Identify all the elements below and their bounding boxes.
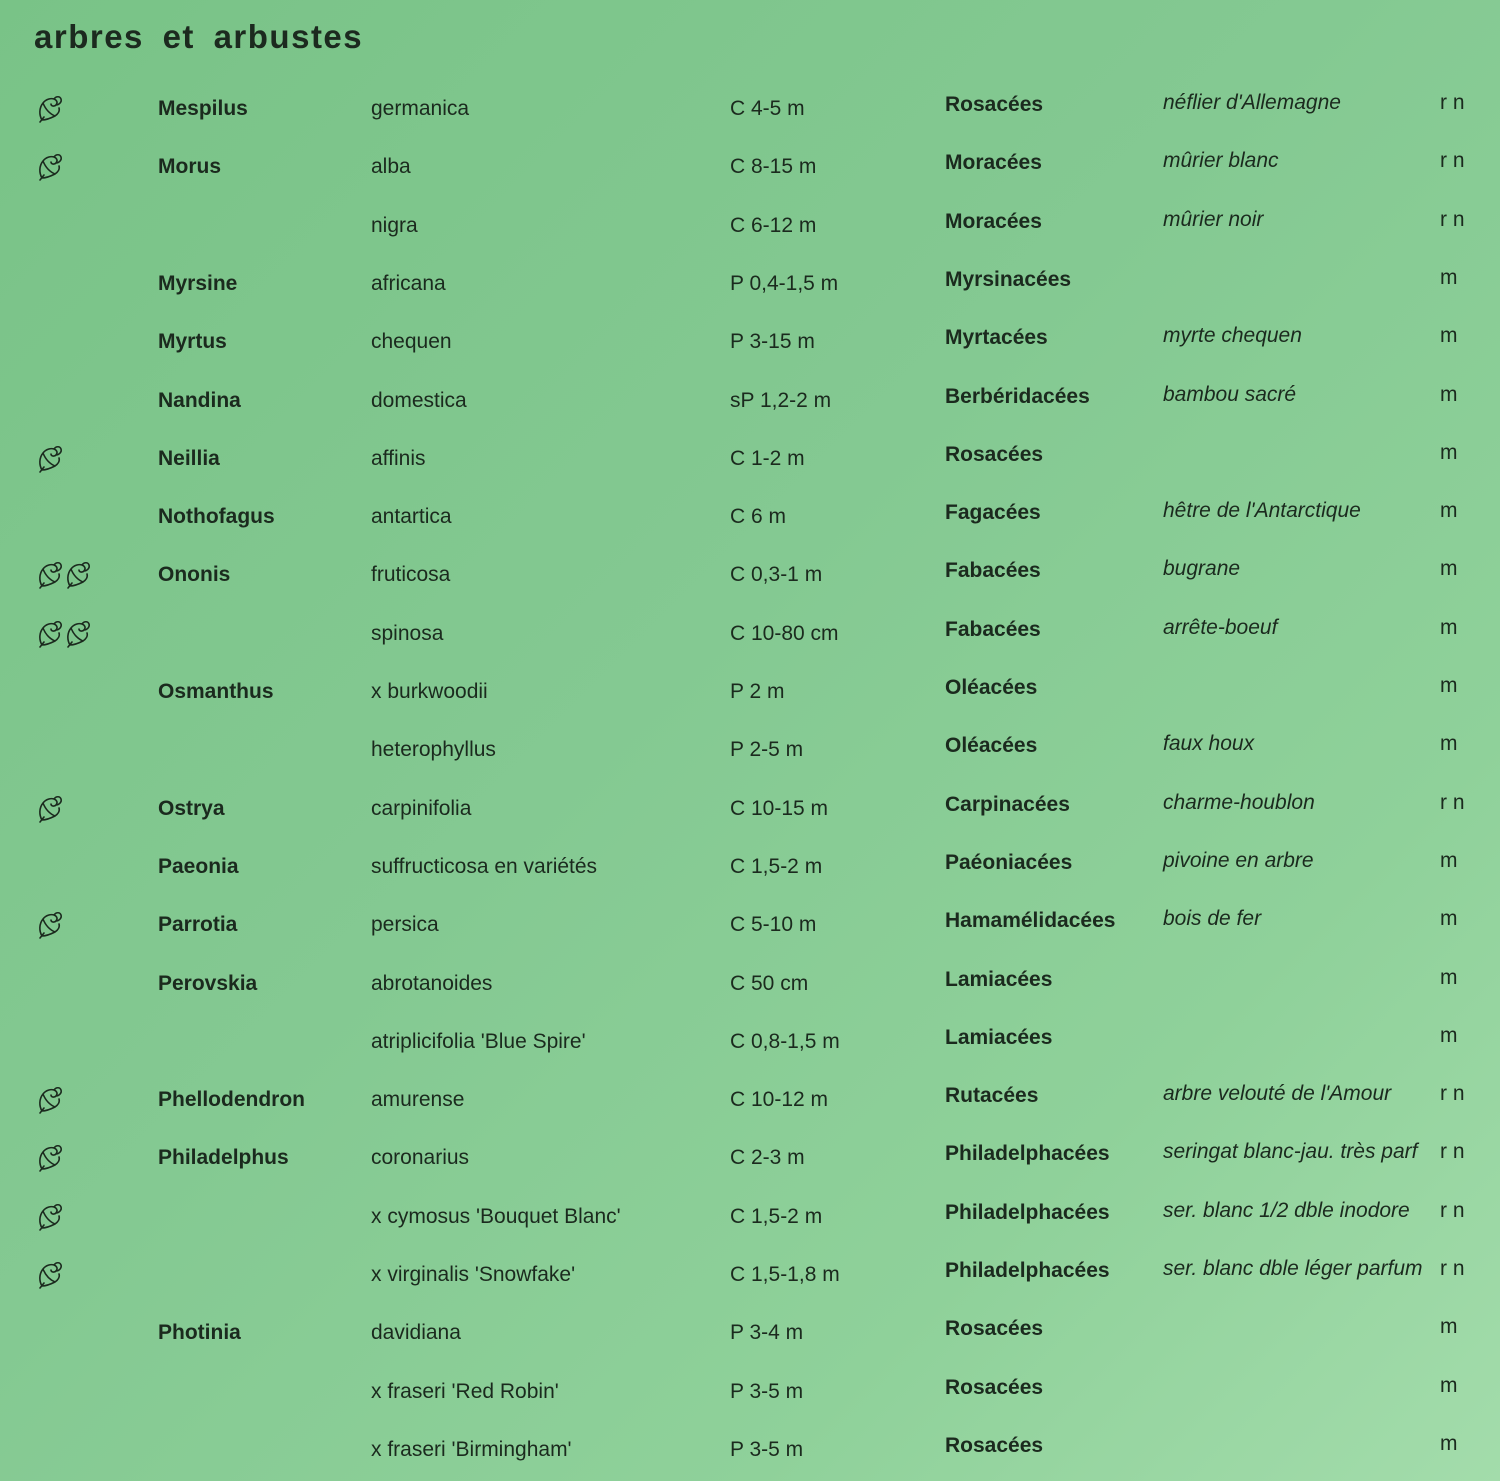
plant-symbols bbox=[36, 1259, 64, 1291]
height-cell: P 3-5 m bbox=[730, 1379, 804, 1403]
common-name-cell: ser. blanc 1/2 dble inodore bbox=[1163, 1198, 1410, 1222]
height-cell: C 2-3 m bbox=[730, 1146, 805, 1170]
leaf-symbol-icon bbox=[36, 793, 64, 825]
code-cell: r n bbox=[1440, 1140, 1465, 1164]
family-cell: Rosacées bbox=[945, 1317, 1044, 1341]
genus-cell: Osmanthus bbox=[158, 680, 274, 703]
genus-cell: Parrotia bbox=[158, 913, 238, 937]
family-cell: Berbéridacées bbox=[945, 384, 1090, 408]
table-row bbox=[0, 1430, 1500, 1470]
plant-symbols bbox=[36, 151, 64, 183]
height-cell: P 2 m bbox=[730, 680, 785, 703]
species-cell: chequen bbox=[371, 330, 452, 354]
plant-symbols bbox=[36, 618, 92, 650]
leaf-symbol-icon bbox=[36, 93, 64, 125]
species-cell: davidiana bbox=[371, 1321, 461, 1345]
species-cell: nigra bbox=[371, 213, 418, 237]
genus-cell: Ononis bbox=[158, 563, 231, 587]
genus-cell: Nothofagus bbox=[158, 505, 275, 529]
plant-symbols bbox=[36, 559, 92, 591]
genus-cell: Nandina bbox=[158, 388, 241, 412]
plant-symbols bbox=[36, 1142, 64, 1174]
species-cell: heterophyllus bbox=[371, 738, 496, 762]
height-cell: P 3-5 m bbox=[730, 1437, 804, 1461]
height-cell: C 5-10 m bbox=[730, 913, 817, 937]
page-title: arbres et arbustes bbox=[34, 18, 364, 55]
genus-cell: Myrtus bbox=[158, 330, 227, 354]
table-row bbox=[0, 1255, 1500, 1295]
leaf-symbol-icon bbox=[36, 559, 64, 591]
common-name-cell: néflier d'Allemagne bbox=[1163, 91, 1341, 114]
species-cell: amurense bbox=[371, 1088, 465, 1112]
common-name-cell: bois de fer bbox=[1163, 907, 1262, 931]
species-cell: alba bbox=[371, 155, 411, 179]
plant-symbols bbox=[36, 443, 64, 475]
code-cell: m bbox=[1440, 382, 1458, 406]
code-cell: m bbox=[1440, 499, 1458, 523]
genus-cell: Morus bbox=[158, 155, 221, 179]
code-cell: r n bbox=[1440, 207, 1465, 231]
genus-cell: Photinia bbox=[158, 1321, 241, 1345]
height-cell: C 6 m bbox=[730, 505, 787, 529]
table-row bbox=[0, 1313, 1500, 1353]
family-cell: Carpinacées bbox=[945, 792, 1070, 816]
leaf-symbol-icon bbox=[36, 1084, 64, 1116]
code-cell: m bbox=[1440, 848, 1458, 872]
table-row bbox=[0, 847, 1500, 887]
leaf-symbol-icon bbox=[36, 1259, 64, 1291]
common-name-cell: mûrier blanc bbox=[1163, 149, 1279, 173]
common-name-cell: bugrane bbox=[1163, 557, 1241, 581]
height-cell: C 50 cm bbox=[730, 971, 809, 995]
species-cell: affinis bbox=[371, 446, 426, 470]
height-cell: C 10-15 m bbox=[730, 796, 829, 820]
common-name-cell: arrête-boeuf bbox=[1163, 615, 1278, 639]
common-name-cell: seringat blanc-jau. très parf bbox=[1163, 1140, 1418, 1164]
height-cell: C 0,8-1,5 m bbox=[730, 1029, 840, 1053]
family-cell: Myrtacées bbox=[945, 326, 1048, 350]
family-cell: Lamiacées bbox=[945, 967, 1053, 991]
code-cell: r n bbox=[1440, 790, 1465, 814]
height-cell: P 3-15 m bbox=[730, 330, 815, 354]
genus-cell: Phellodendron bbox=[158, 1088, 305, 1112]
family-cell: Oléacées bbox=[945, 676, 1038, 699]
genus-cell: Ostrya bbox=[158, 796, 225, 820]
species-cell: africana bbox=[371, 271, 446, 295]
species-cell: spinosa bbox=[371, 621, 444, 645]
code-cell: m bbox=[1440, 557, 1458, 581]
leaf-symbol-icon bbox=[64, 559, 92, 591]
height-cell: C 6-12 m bbox=[730, 213, 817, 237]
table-row bbox=[0, 89, 1500, 129]
code-cell: m bbox=[1440, 615, 1458, 639]
species-cell: abrotanoides bbox=[371, 971, 493, 995]
species-cell: x cymosus 'Bouquet Blanc' bbox=[371, 1204, 621, 1228]
code-cell: m bbox=[1440, 674, 1458, 697]
height-cell: C 8-15 m bbox=[730, 155, 817, 179]
leaf-symbol-icon bbox=[64, 618, 92, 650]
table-row bbox=[0, 1022, 1500, 1062]
family-cell: Oléacées bbox=[945, 734, 1038, 758]
species-cell: x virginalis 'Snowfake' bbox=[371, 1263, 576, 1286]
common-name-cell: arbre velouté de l'Amour bbox=[1163, 1082, 1392, 1106]
family-cell: Philadelphacées bbox=[945, 1200, 1110, 1224]
species-cell: suffructicosa en variétés bbox=[371, 854, 598, 878]
table-row bbox=[0, 1372, 1500, 1412]
table-row bbox=[0, 1197, 1500, 1237]
code-cell: r n bbox=[1440, 91, 1465, 114]
table-row bbox=[0, 147, 1500, 187]
species-cell: germanica bbox=[371, 97, 470, 120]
species-cell: x burkwoodii bbox=[371, 680, 488, 703]
code-cell: m bbox=[1440, 324, 1458, 348]
table-row bbox=[0, 1080, 1500, 1120]
code-cell: m bbox=[1440, 440, 1458, 464]
table-row bbox=[0, 264, 1500, 304]
height-cell: C 1-2 m bbox=[730, 446, 805, 470]
genus-cell: Neillia bbox=[158, 446, 220, 470]
common-name-cell: pivoine en arbre bbox=[1163, 848, 1314, 872]
height-cell: C 0,3-1 m bbox=[730, 563, 823, 587]
common-name-cell: mûrier noir bbox=[1163, 207, 1264, 231]
table-row bbox=[0, 789, 1500, 829]
family-cell: Myrsinacées bbox=[945, 267, 1072, 291]
family-cell: Lamiacées bbox=[945, 1025, 1053, 1049]
genus-cell: Myrsine bbox=[158, 271, 238, 295]
height-cell: P 3-4 m bbox=[730, 1321, 804, 1345]
table-row bbox=[0, 555, 1500, 595]
genus-cell: Philadelphus bbox=[158, 1146, 289, 1170]
code-cell: r n bbox=[1440, 1198, 1465, 1222]
family-cell: Rosacées bbox=[945, 442, 1044, 466]
height-cell: P 2-5 m bbox=[730, 738, 804, 762]
code-cell: r n bbox=[1440, 1257, 1465, 1280]
species-cell: carpinifolia bbox=[371, 796, 472, 820]
height-cell: C 1,5-2 m bbox=[730, 1204, 823, 1228]
plant-symbols bbox=[36, 93, 64, 125]
plant-symbols bbox=[36, 909, 64, 941]
family-cell: Fabacées bbox=[945, 617, 1041, 641]
code-cell: r n bbox=[1440, 149, 1465, 173]
species-cell: atriplicifolia 'Blue Spire' bbox=[371, 1029, 586, 1053]
family-cell: Fagacées bbox=[945, 501, 1041, 525]
table-row bbox=[0, 1138, 1500, 1178]
family-cell: Rosacées bbox=[945, 1375, 1044, 1399]
common-name-cell: bambou sacré bbox=[1163, 382, 1297, 406]
table-row bbox=[0, 672, 1500, 712]
common-name-cell: hêtre de l'Antarctique bbox=[1163, 499, 1361, 523]
genus-cell: Mespilus bbox=[158, 97, 248, 120]
height-cell: P 0,4-1,5 m bbox=[730, 271, 839, 295]
table-row bbox=[0, 381, 1500, 421]
height-cell: sP 1,2-2 m bbox=[730, 388, 832, 412]
code-cell: r n bbox=[1440, 1082, 1465, 1106]
height-cell: C 1,5-2 m bbox=[730, 854, 823, 878]
code-cell: m bbox=[1440, 732, 1458, 756]
species-cell: fruticosa bbox=[371, 563, 451, 587]
family-cell: Philadelphacées bbox=[945, 1142, 1110, 1166]
leaf-symbol-icon bbox=[36, 909, 64, 941]
height-cell: C 10-12 m bbox=[730, 1088, 829, 1112]
family-cell: Hamamélidacées bbox=[945, 909, 1116, 933]
table-row bbox=[0, 964, 1500, 1004]
family-cell: Rutacées bbox=[945, 1084, 1039, 1108]
family-cell: Fabacées bbox=[945, 559, 1041, 583]
common-name-cell: ser. blanc dble léger parfum bbox=[1163, 1257, 1423, 1280]
table-row bbox=[0, 322, 1500, 362]
plant-symbols bbox=[36, 1201, 64, 1233]
species-cell: x fraseri 'Red Robin' bbox=[371, 1379, 559, 1403]
code-cell: m bbox=[1440, 965, 1458, 989]
genus-cell: Perovskia bbox=[158, 971, 258, 995]
common-name-cell: charme-houblon bbox=[1163, 790, 1315, 814]
plant-symbols bbox=[36, 1084, 64, 1116]
height-cell: C 1,5-1,8 m bbox=[730, 1263, 840, 1286]
code-cell: m bbox=[1440, 265, 1458, 289]
family-cell: Paéoniacées bbox=[945, 850, 1073, 874]
leaf-symbol-icon bbox=[36, 1201, 64, 1233]
family-cell: Moracées bbox=[945, 151, 1042, 175]
species-cell: antartica bbox=[371, 505, 452, 529]
family-cell: Philadelphacées bbox=[945, 1259, 1110, 1282]
height-cell: C 10-80 cm bbox=[730, 621, 839, 645]
leaf-symbol-icon bbox=[36, 151, 64, 183]
table-row bbox=[0, 905, 1500, 945]
table-row bbox=[0, 614, 1500, 654]
leaf-symbol-icon bbox=[36, 443, 64, 475]
plant-symbols bbox=[36, 793, 64, 825]
species-cell: coronarius bbox=[371, 1146, 470, 1170]
species-cell: persica bbox=[371, 913, 439, 937]
code-cell: m bbox=[1440, 1431, 1458, 1455]
genus-cell: Paeonia bbox=[158, 854, 239, 878]
species-cell: domestica bbox=[371, 388, 467, 412]
leaf-symbol-icon bbox=[36, 618, 64, 650]
code-cell: m bbox=[1440, 1023, 1458, 1047]
table-row bbox=[0, 497, 1500, 537]
family-cell: Rosacées bbox=[945, 93, 1044, 116]
species-cell: x fraseri 'Birmingham' bbox=[371, 1437, 572, 1461]
code-cell: m bbox=[1440, 1373, 1458, 1397]
family-cell: Rosacées bbox=[945, 1433, 1044, 1457]
common-name-cell: myrte chequen bbox=[1163, 324, 1302, 348]
table-row bbox=[0, 730, 1500, 770]
common-name-cell: faux houx bbox=[1163, 732, 1255, 756]
table-row bbox=[0, 439, 1500, 479]
family-cell: Moracées bbox=[945, 209, 1042, 233]
code-cell: m bbox=[1440, 907, 1458, 931]
leaf-symbol-icon bbox=[36, 1142, 64, 1174]
code-cell: m bbox=[1440, 1315, 1458, 1339]
table-row bbox=[0, 206, 1500, 246]
height-cell: C 4-5 m bbox=[730, 97, 805, 120]
